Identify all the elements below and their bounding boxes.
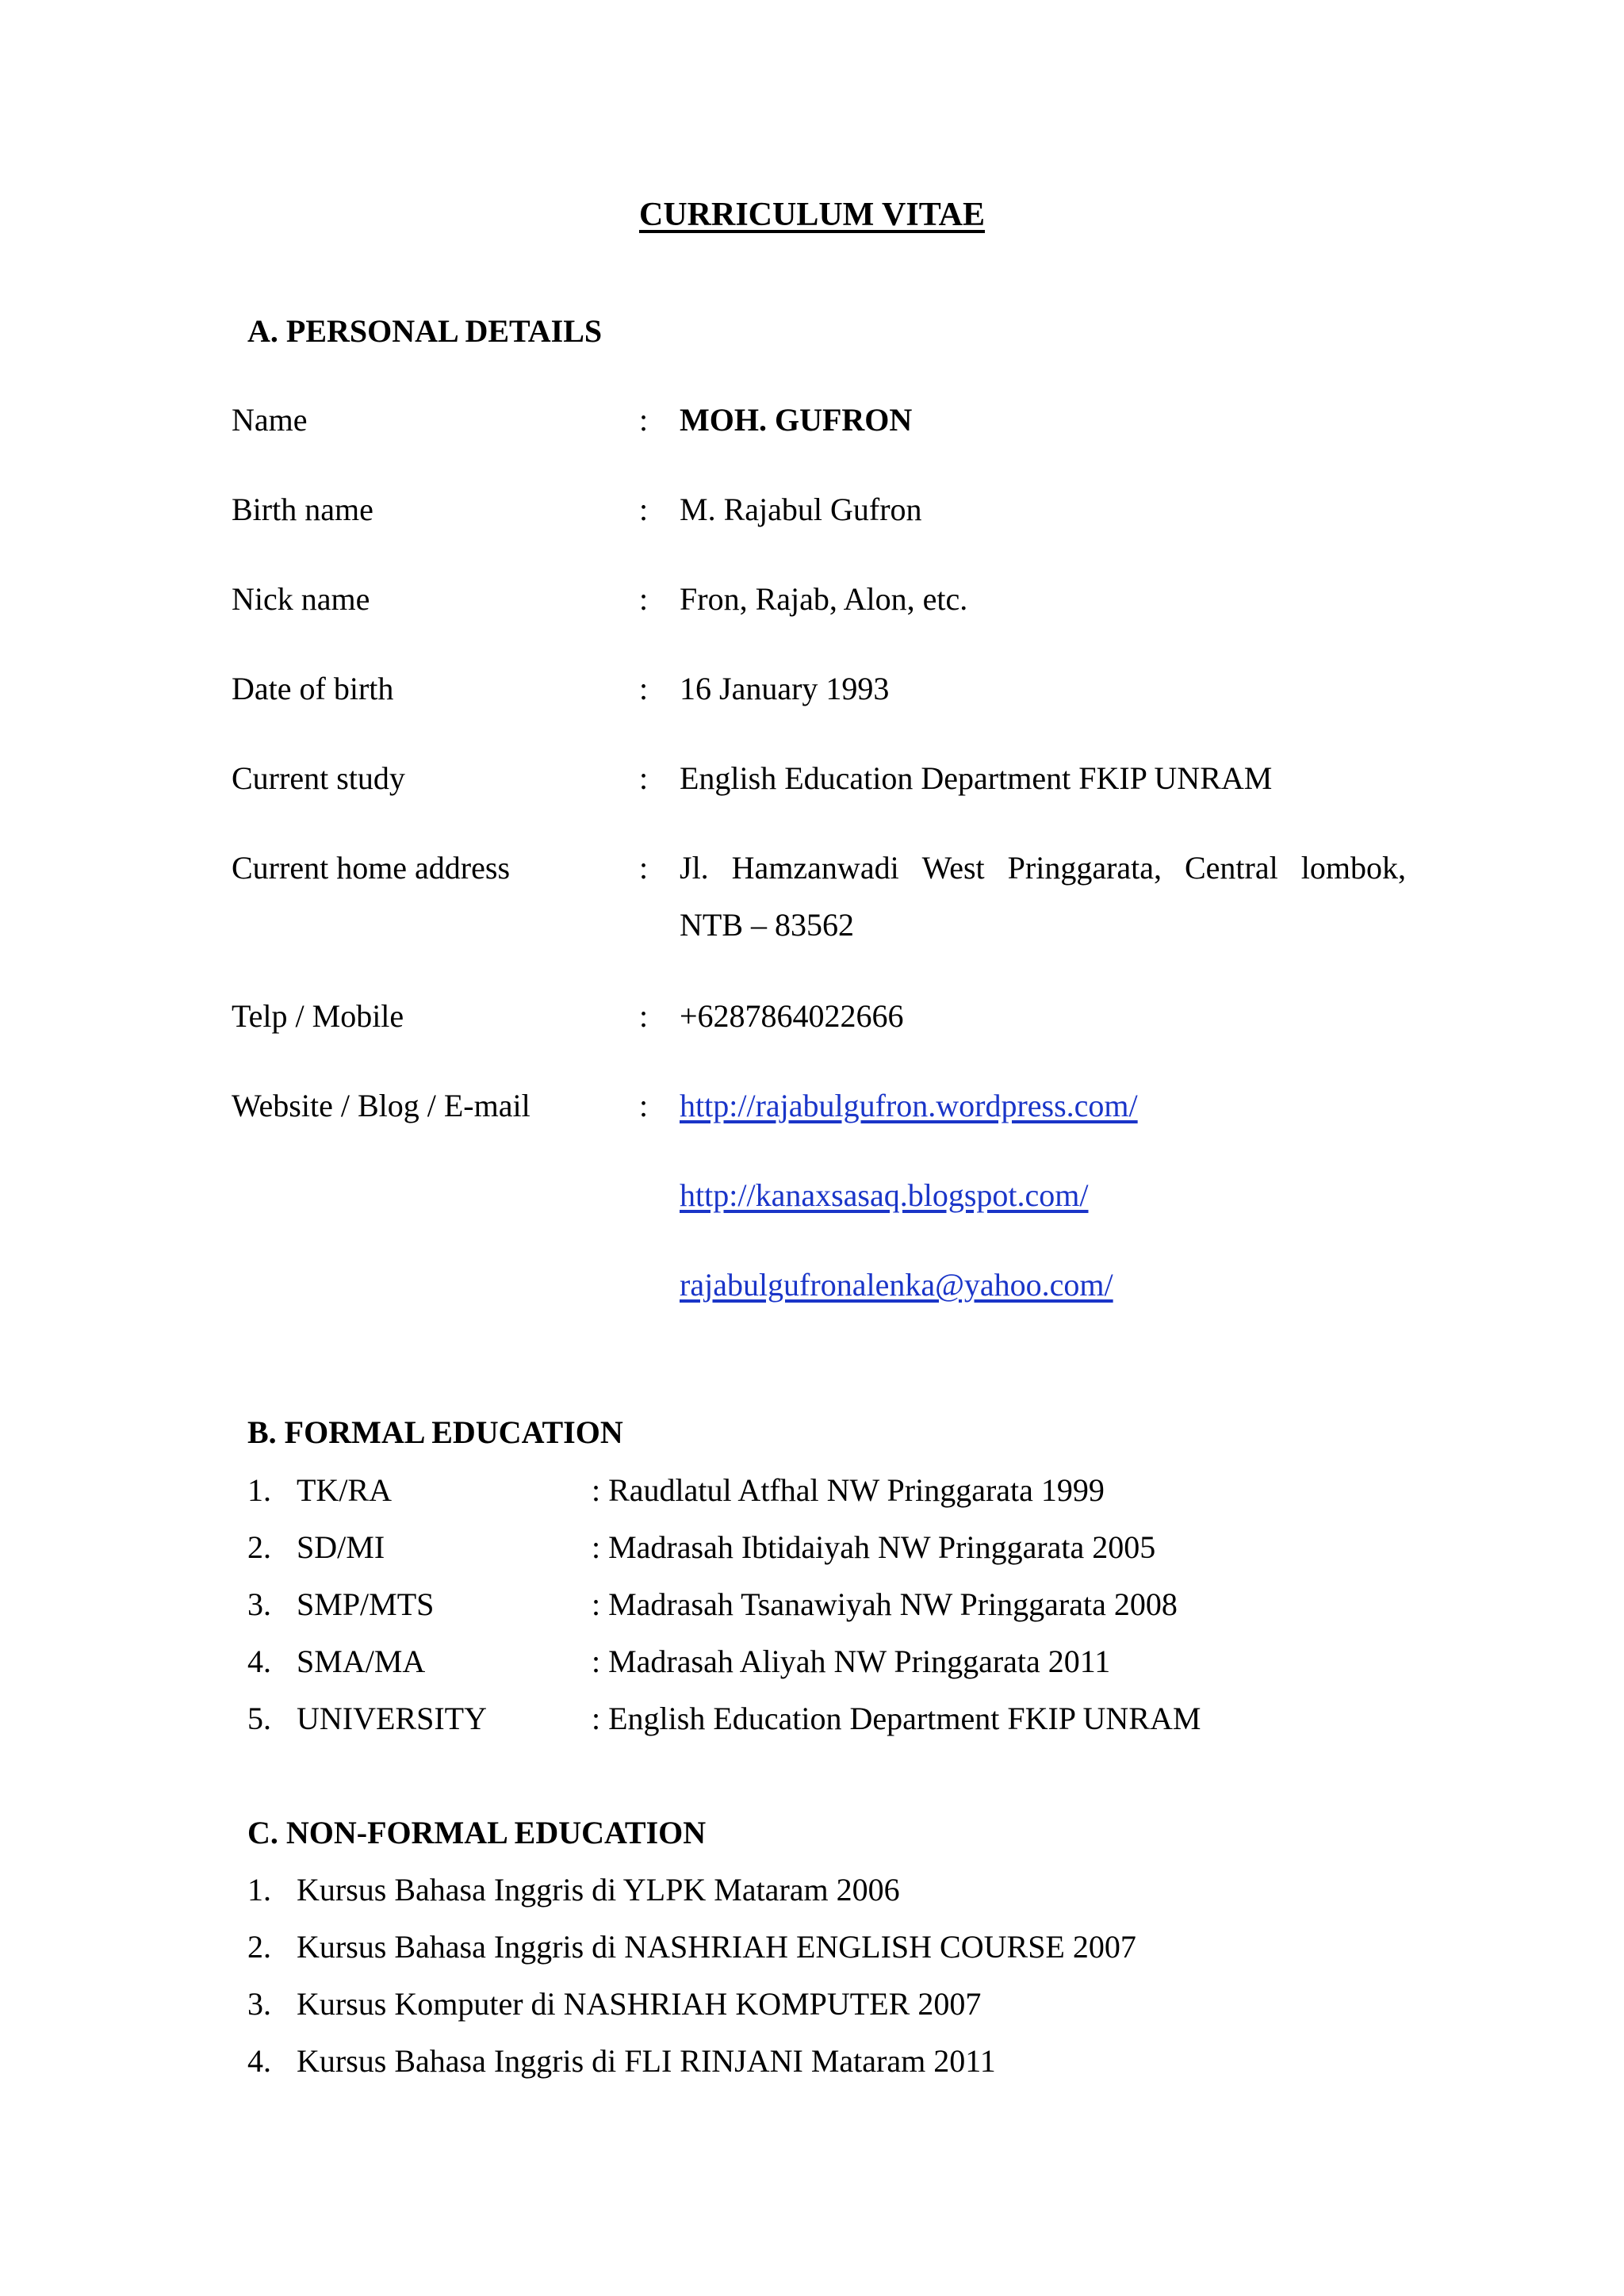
section-b-heading: B. FORMAL EDUCATION [247, 1414, 623, 1450]
colon: : [639, 671, 649, 706]
address-line-1 [680, 852, 1406, 884]
blogspot-link[interactable]: http://kanaxsasaq.blogspot.com/ [680, 1177, 1089, 1213]
nonformal-item-num: 4. [247, 2043, 271, 2079]
nonformal-item-num: 2. [247, 1929, 271, 1965]
colon: : [639, 850, 649, 886]
phone-label: Telp / Mobile [232, 998, 404, 1034]
address-label: Current home address [232, 850, 511, 886]
date-of-birth-value: 16 January 1993 [680, 671, 890, 706]
section-c-heading: C. NON-FORMAL EDUCATION [247, 1815, 707, 1850]
formal-item-level: SMP/MTS [297, 1586, 435, 1622]
address-word: West [921, 850, 985, 886]
address-word: Hamzanwadi [731, 850, 899, 886]
current-study-value: English Education Department FKIP UNRAM [680, 760, 1273, 796]
formal-item-school: : English Education Department FKIP UNRAM [592, 1701, 1201, 1736]
address-word: lombok, [1300, 850, 1406, 886]
document-title: CURRICULUM VITAE [639, 197, 985, 233]
colon: : [639, 492, 649, 527]
name-label: Name [232, 402, 308, 438]
formal-item-num: 2. [247, 1529, 271, 1565]
formal-item-school: : Madrasah Ibtidaiyah NW Pringgarata 2005 [592, 1529, 1156, 1565]
phone-value: +6287864022666 [680, 998, 904, 1034]
address-line-2: NTB – 83562 [680, 907, 854, 943]
colon: : [639, 581, 649, 617]
address-word: Central [1185, 850, 1278, 886]
nick-name-label: Nick name [232, 581, 370, 617]
birth-name-label: Birth name [232, 492, 373, 527]
name-value: MOH. GUFRON [680, 402, 913, 438]
formal-item-level: UNIVERSITY [297, 1701, 487, 1736]
colon: : [639, 402, 649, 438]
formal-item-school: : Raudlatul Atfhal NW Pringgarata 1999 [592, 1472, 1105, 1508]
colon: : [639, 760, 649, 796]
address-word: Jl. [680, 850, 709, 886]
formal-item-num: 4. [247, 1644, 271, 1679]
formal-item-level: SD/MI [297, 1529, 385, 1565]
formal-item-num: 3. [247, 1586, 271, 1622]
date-of-birth-label: Date of birth [232, 671, 394, 706]
nonformal-item-text: Kursus Bahasa Inggris di NASHRIAH ENGLISH COURSE 2007 [297, 1929, 1136, 1965]
birth-name-value: M. Rajabul Gufron [680, 492, 922, 527]
wordpress-link[interactable]: http://rajabulgufron.wordpress.com/ [680, 1088, 1138, 1123]
nick-name-value: Fron, Rajab, Alon, etc. [680, 581, 968, 617]
email-link[interactable]: rajabulgufronalenka@yahoo.com/ [680, 1267, 1113, 1303]
colon: : [639, 998, 649, 1034]
nonformal-item-num: 1. [247, 1872, 271, 1908]
formal-item-school: : Madrasah Aliyah NW Pringgarata 2011 [592, 1644, 1111, 1679]
formal-item-num: 5. [247, 1701, 271, 1736]
current-study-label: Current study [232, 760, 405, 796]
formal-item-school: : Madrasah Tsanawiyah NW Pringgarata 2008 [592, 1586, 1178, 1622]
address-word: Pringgarata, [1007, 850, 1162, 886]
website-label: Website / Blog / E-mail [232, 1088, 530, 1123]
nonformal-item-text: Kursus Bahasa Inggris di FLI RINJANI Mataram 2011 [297, 2043, 996, 2079]
formal-item-level: SMA/MA [297, 1644, 426, 1679]
section-a-heading: A. PERSONAL DETAILS [247, 313, 603, 349]
colon: : [639, 1088, 649, 1123]
formal-item-level: TK/RA [297, 1472, 392, 1508]
nonformal-item-num: 3. [247, 1986, 271, 2022]
nonformal-item-text: Kursus Komputer di NASHRIAH KOMPUTER 2007 [297, 1986, 982, 2022]
formal-item-num: 1. [247, 1472, 271, 1508]
nonformal-item-text: Kursus Bahasa Inggris di YLPK Mataram 2006 [297, 1872, 900, 1908]
